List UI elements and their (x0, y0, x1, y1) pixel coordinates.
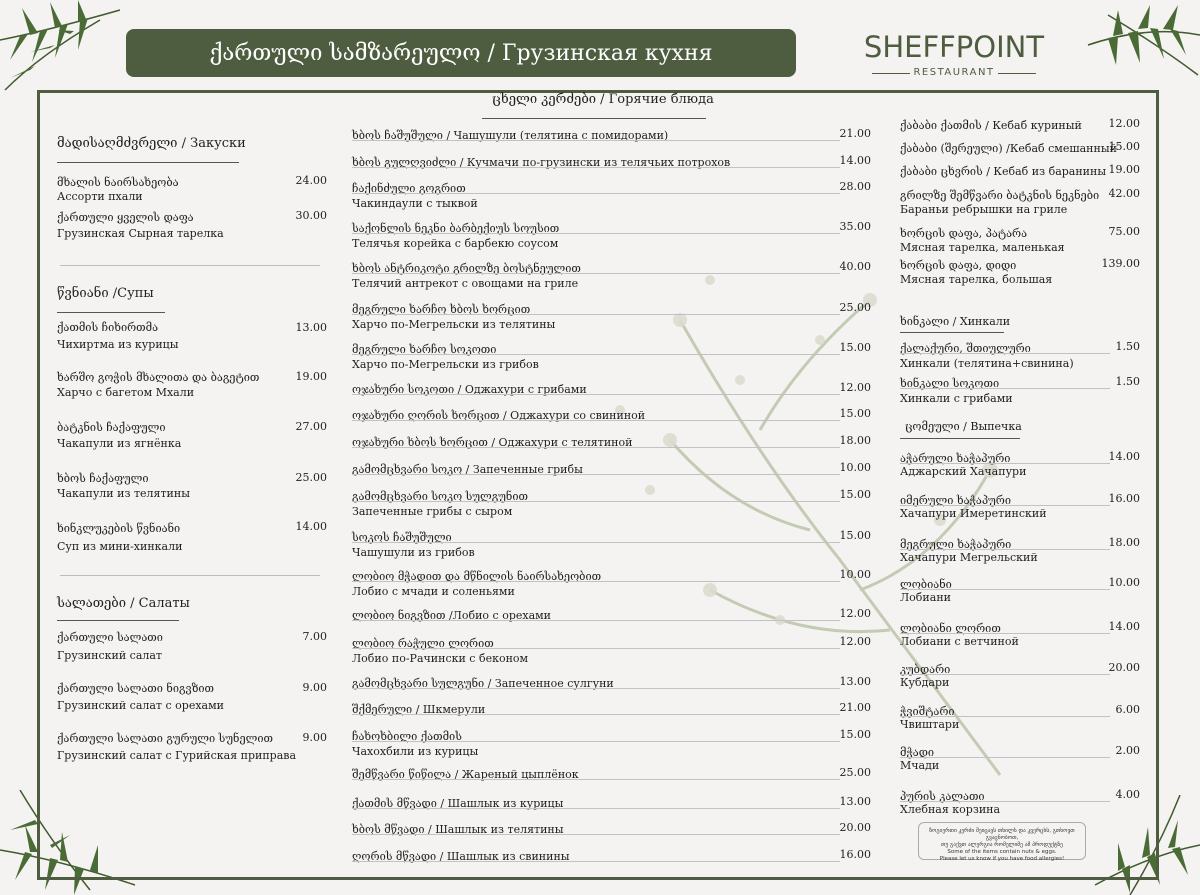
menu-item-translation: Запеченные грибы с сыром (352, 505, 513, 518)
section-underline (57, 162, 239, 163)
menu-item-price: 139.00 (1101, 257, 1140, 270)
menu-item-price: 19.00 (1108, 163, 1140, 176)
menu-item-price: 13.00 (839, 675, 871, 688)
menu-item-translation: Чвиштари (900, 718, 960, 731)
menu-item-translation: Кубдари (900, 676, 950, 689)
menu-item-name: კუბდარი (900, 663, 951, 676)
menu-item-translation: Лобио с мчади и соленьями (352, 585, 515, 598)
menu-item-translation: Телячья корейка с барбекю соусом (352, 237, 559, 250)
menu-item-name: ხარშო გოჭის მხალითა და ბაგეტით (57, 371, 260, 384)
menu-item-price: 28.00 (839, 180, 871, 193)
menu-item-name: ჩაქინძული გოგრით (352, 182, 466, 195)
menu-item-price: 75.00 (1108, 225, 1140, 238)
menu-item-translation: Чакапули из ягнёнка (57, 437, 182, 450)
menu-item-name: იმერული ხაჭაპური (900, 494, 1012, 507)
menu-item-name: ოჯახური ხბოს ხორცით / Оджахури с телятиной (352, 436, 633, 449)
dotted-leader (900, 549, 1110, 550)
menu-item-name: ქაბაბი ცხვრის / Кебаб из баранины (900, 165, 1107, 178)
dotted-leader (900, 633, 1110, 634)
dotted-leader (352, 861, 840, 862)
dotted-leader (352, 808, 840, 809)
section-title-hot-dishes: ცხელი კერძები / Горячие блюда (492, 92, 714, 107)
menu-item-translation: Бараньи ребрышки на гриле (900, 203, 1068, 216)
menu-item-translation: Чахохбили из курицы (352, 745, 479, 758)
menu-item-name: ჭვიშტარი (900, 705, 955, 718)
menu-item-price: 1.50 (1115, 375, 1140, 388)
dotted-leader (352, 779, 840, 780)
menu-item-price: 21.00 (839, 701, 871, 714)
menu-item-price: 14.00 (1108, 450, 1140, 463)
menu-item-translation: Аджарский Хачапури (900, 465, 1027, 478)
menu-item-translation: Лобио по-Рачински с беконом (352, 652, 529, 665)
menu-item-price: 15.00 (1108, 140, 1140, 153)
dotted-leader (352, 581, 840, 582)
menu-item-name: სოკოს ჩაშუშული (352, 531, 452, 544)
menu-item-price: 13.00 (839, 795, 871, 808)
dotted-leader (900, 801, 1110, 802)
menu-item-name: გამომცხვარი სოკო სულგუნით (352, 490, 528, 503)
menu-item-translation: Чакиндаули с тыквой (352, 197, 478, 210)
menu-item-price: 21.00 (839, 127, 871, 140)
menu-item-name: საქონლის ნეკნი ბარბექიუს სოუსით (352, 222, 560, 235)
menu-item-name: ლობიანი ლორით (900, 622, 1001, 635)
dotted-leader (352, 233, 840, 234)
menu-item-price: 10.00 (839, 568, 871, 581)
menu-item-name: ქართული სალათი გურული სუნელით (57, 732, 273, 745)
menu-item-name: გამომცხვარი სოკო / Запеченные грибы (352, 463, 583, 476)
menu-item-translation: Ассорти пхали (57, 190, 143, 203)
menu-item-price: 35.00 (839, 220, 871, 233)
menu-item-name: ხორცის დაფა, დიდი (900, 259, 1017, 272)
menu-item-translation: Хачапури Имеретинский (900, 507, 1047, 520)
menu-item-price: 15.00 (839, 488, 871, 501)
menu-item-translation: Хлебная корзина (900, 803, 1001, 816)
menu-item-price: 14.00 (1108, 620, 1140, 633)
menu-item-name: შემწვარი წიწილა / Жареный цыплёнок (352, 768, 579, 781)
menu-item-translation: Чакапули из телятины (57, 487, 190, 500)
menu-item-translation: Харчо по-Мегрельски из грибов (352, 358, 539, 371)
menu-item-translation: Грузинская Сырная тарелка (57, 227, 224, 240)
menu-item-price: 15.00 (839, 407, 871, 420)
menu-item-name: მხალის ნაირსახეობა (57, 176, 179, 189)
dotted-leader (900, 757, 1110, 758)
menu-item-price: 15.00 (839, 341, 871, 354)
menu-item-price: 30.00 (295, 209, 327, 222)
menu-item-price: 7.00 (302, 630, 327, 643)
menu-item-price: 12.00 (839, 381, 871, 394)
menu-item-translation: Грузинский салат (57, 649, 163, 662)
logo-sub-text: RESTAURANT (913, 67, 995, 78)
menu-item-name: პურის კალათი (900, 790, 985, 803)
restaurant-logo (862, 30, 1046, 80)
menu-item-name: მეგრული ხარჩო ხბოს ხორცით (352, 303, 531, 316)
allergy-note-line: Please let us know if you have food allergies! (939, 856, 1065, 862)
dotted-leader (352, 501, 840, 502)
allergy-note-line: თუ გაქვთ ალერგია რომელიმე ამ პროდუქტზე (941, 842, 1063, 848)
menu-item-price: 4.00 (1115, 788, 1140, 801)
menu-item-price: 18.00 (1108, 536, 1140, 549)
menu-item-name: ოჯახური ღორის ხორცით / Оджахури со свининой (352, 409, 646, 422)
menu-item-name: აჭარული ხაჭაპური (900, 452, 1011, 465)
menu-item-price: 9.00 (302, 731, 327, 744)
menu-item-price: 25.00 (839, 301, 871, 314)
menu-item-translation: Лобиани (900, 591, 951, 604)
dotted-leader (352, 394, 840, 395)
menu-item-name: მეგრული ხაჭაპური (900, 538, 1012, 551)
allergy-note (918, 822, 1086, 860)
menu-item-name: ქართული სალათი (57, 631, 163, 644)
menu-item-translation: Грузинский салат с Гурийская приправа (57, 749, 297, 762)
menu-item-price: 25.00 (839, 766, 871, 779)
menu-item-name: ხორცის დაფა, პატარა (900, 227, 1028, 240)
menu-item-name: გრილზე შემწვარი ბატკნის ნეკნები (900, 189, 1100, 202)
menu-item-name: ხინკალი სოკოთი (900, 377, 1000, 390)
dotted-leader (352, 167, 840, 168)
dotted-leader (352, 354, 840, 355)
menu-item-translation: Мчади (900, 759, 940, 772)
section-underline (57, 312, 165, 313)
menu-item-price: 12.00 (1108, 117, 1140, 130)
menu-item-name: ხბოს ჩაშუშული / Чашушули (телятина с помидорами) (352, 129, 669, 142)
menu-item-price: 15.00 (839, 529, 871, 542)
menu-item-translation: Чихиртма из курицы (57, 338, 179, 351)
section-title-bakery: ცომეული / Выпечка (905, 420, 1022, 433)
section-title-appetizers: მადისაღმძვრელი / Закуски (57, 136, 246, 151)
dotted-leader (352, 834, 840, 835)
dotted-leader (352, 193, 840, 194)
menu-item-name: ქართული სალათი ნიგვზით (57, 682, 215, 695)
menu-item-price: 20.00 (839, 821, 871, 834)
menu-item-price: 10.00 (839, 461, 871, 474)
menu-item-translation: Харчо по-Мегрельски из телятины (352, 318, 556, 331)
menu-item-price: 14.00 (295, 520, 327, 533)
dotted-leader (352, 314, 840, 315)
menu-item-name: ხბოს ჩაქაფული (57, 472, 149, 485)
dotted-leader (900, 505, 1110, 506)
allergy-note-line: Some of the items contain nuts & eggs. (947, 849, 1057, 855)
menu-item-name: ხბოს მწვადი / Шашлык из телятины (352, 823, 564, 836)
dotted-leader (900, 463, 1110, 464)
dotted-leader (352, 420, 840, 421)
logo-rule-right (998, 73, 1036, 74)
dotted-leader (352, 542, 840, 543)
menu-item-price: 12.00 (839, 635, 871, 648)
menu-item-price: 20.00 (1108, 661, 1140, 674)
menu-item-price: 19.00 (295, 370, 327, 383)
page-title: ქართული სამზარეულო / Грузинская кухня (126, 29, 796, 77)
menu-item-translation: Харчо с багетом Мхали (57, 386, 195, 399)
menu-item-price: 12.00 (839, 607, 871, 620)
section-underline (482, 118, 706, 119)
dotted-leader (352, 648, 840, 649)
menu-item-translation: Грузинский салат с орехами (57, 699, 224, 712)
menu-item-name: ლობიო რაჭული ლორით (352, 637, 494, 650)
allergy-note-line: ზოგიერთი კერძი შეიცავს თხილს და კვერცხს, გთხოვთ გვაცნობოთ, (929, 828, 1075, 841)
section-underline (900, 438, 1020, 439)
menu-item-translation: Хинкали с грибами (900, 392, 1013, 405)
menu-item-name: ოჯახური სოკოთი / Оджахури с грибами (352, 383, 587, 396)
menu-item-price: 13.00 (295, 321, 327, 334)
menu-item-name: ქართული ყველის დაფა (57, 211, 194, 224)
menu-item-price: 16.00 (1108, 492, 1140, 505)
divider (60, 265, 320, 266)
dotted-leader (352, 620, 840, 621)
menu-item-name: გამომცხვარი სულგუნი / Запеченное сулгуни (352, 677, 614, 690)
menu-item-name: ღორის მწვადი / Шашлык из свинины (352, 850, 570, 863)
menu-item-name: ხბოს გულღვიძლი / Кучмачи по-грузински из телячьих потрохов (352, 156, 731, 169)
section-title-salads: სალათები / Салаты (57, 596, 190, 611)
dotted-leader (900, 674, 1110, 675)
menu-item-name: ლობიანი (900, 578, 952, 591)
dotted-leader (352, 447, 840, 448)
dotted-leader (352, 474, 840, 475)
menu-item-price: 16.00 (839, 848, 871, 861)
menu-item-name: ლობიო მჭადით და მწნილის ნაირსახეობით (352, 570, 602, 583)
dotted-leader (352, 273, 840, 274)
palm-leaf-top-right-icon (1078, 5, 1200, 85)
menu-item-translation: Хачапури Мегрельский (900, 551, 1038, 564)
divider (60, 575, 320, 576)
menu-item-price: 25.00 (295, 471, 327, 484)
menu-item-name: მჭადი (900, 746, 935, 759)
menu-item-translation: Мясная тарелка, большая (900, 273, 1053, 286)
menu-item-price: 27.00 (295, 420, 327, 433)
menu-item-price: 10.00 (1108, 576, 1140, 589)
section-title-soups: წვნიანი /Супы (57, 286, 154, 301)
logo-main-text: SHEFFPOINT (863, 30, 1045, 64)
menu-item-translation: Мясная тарелка, маленькая (900, 241, 1065, 254)
palm-leaf-top-left-icon (0, 0, 130, 100)
menu-item-name: ბატკნის ჩაქაფული (57, 421, 166, 434)
menu-item-price: 1.50 (1115, 340, 1140, 353)
menu-item-price: 6.00 (1115, 703, 1140, 716)
menu-item-price: 24.00 (295, 174, 327, 187)
menu-item-name: მეგრული ხარჩო სოკოთი (352, 343, 497, 356)
menu-item-name: შქმერული / Шкмерули (352, 703, 486, 716)
dotted-leader (352, 140, 840, 141)
dotted-leader (900, 716, 1110, 717)
menu-item-price: 9.00 (302, 681, 327, 694)
menu-item-name: ქაბაბი (შერეული) /Кебаб смешанный (900, 142, 1117, 155)
menu-item-translation: Хинкали (телятина+свинина) (900, 357, 1074, 370)
menu-item-translation: Лобиани с ветчиной (900, 635, 1019, 648)
section-title-khinkali: ხინკალი / Хинкали (900, 315, 1011, 328)
dotted-leader (352, 688, 840, 689)
menu-item-name: ხბოს ანტრიკოტი გრილზე ბოსტნეულით (352, 262, 581, 275)
menu-item-name: ქათმის ჩიხირთმა (57, 321, 159, 334)
menu-item-price: 40.00 (839, 260, 871, 273)
dotted-leader (900, 589, 1110, 590)
menu-item-translation: Телячий антрекот с овощами на гриле (352, 277, 579, 290)
menu-item-price: 15.00 (839, 728, 871, 741)
section-underline (57, 620, 179, 621)
menu-item-translation: Чашушули из грибов (352, 546, 475, 559)
dotted-leader (352, 741, 840, 742)
menu-item-price: 14.00 (839, 154, 871, 167)
menu-item-name: ქალაქური, შთიულური (900, 342, 1031, 355)
menu-item-name: ჩახოხბილი ქათმის (352, 730, 462, 743)
section-underline (900, 332, 1004, 333)
dotted-leader (900, 388, 1110, 389)
menu-item-name: ქათმის მწვადი / Шашлык из курицы (352, 797, 564, 810)
menu-item-name: ლობიო ნიგვზით /Лобио с орехами (352, 609, 552, 622)
menu-item-translation: Суп из мини-хинкали (57, 540, 183, 553)
menu-item-name: ხინკლუკების წვნიანი (57, 522, 181, 535)
menu-item-name: ქაბაბი ქათმის / Кебаб куриный (900, 119, 1082, 132)
dotted-leader (900, 353, 1110, 354)
menu-item-price: 2.00 (1115, 744, 1140, 757)
dotted-leader (352, 714, 840, 715)
menu-item-price: 42.00 (1108, 187, 1140, 200)
menu-item-price: 18.00 (839, 434, 871, 447)
